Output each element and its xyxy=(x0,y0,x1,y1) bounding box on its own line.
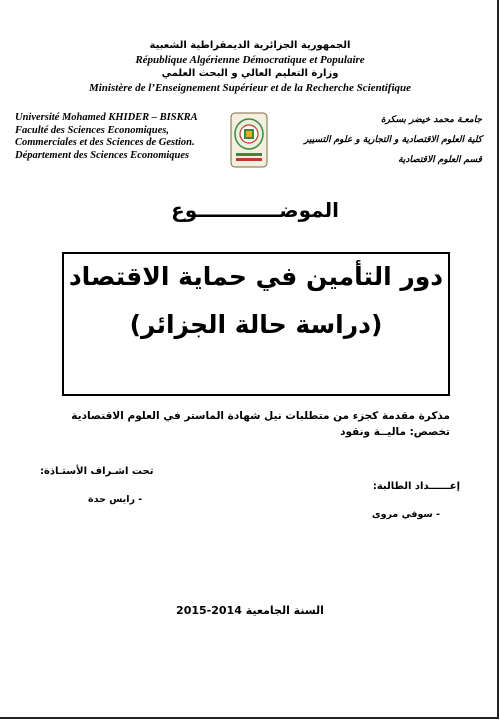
subject-heading: الموضــــــــــــوع xyxy=(171,198,339,222)
student-label: إعــــــداد الطالبة: xyxy=(372,481,460,492)
republic-french: République Algérienne Démocratique et Populaire xyxy=(135,54,365,66)
supervisor-name: - رايس حدة xyxy=(88,494,143,505)
university-name-fr: Université Mohamed KHIDER – BISKRA xyxy=(15,112,198,123)
department-name-fr: Département des Sciences Economiques xyxy=(15,149,190,161)
thesis-subtitle: (دراسة حالة الجزائر) xyxy=(129,310,383,339)
supervisor-label: تحت اشـراف الأستـاذة: xyxy=(40,466,154,477)
faculty-name-fr-cont: Commerciales et des Sciences de Gestion. xyxy=(15,137,195,148)
faculty-name-fr: Faculté des Sciences Economiques, xyxy=(15,124,169,136)
republic-arabic: الجمهورية الجزائرية الديمقراطية الشعبية xyxy=(149,40,351,51)
university-info-arabic xyxy=(272,110,482,170)
ministry-arabic: وزارة التعليم العالي و البحث العلمي xyxy=(161,68,339,79)
thesis-title-box xyxy=(62,252,450,396)
faculty-name-ar: كلية العلوم الاقتصادية و التجارية و علوم التسيير xyxy=(304,135,482,145)
university-info-french xyxy=(15,112,225,162)
student-name: - سوفي مروى xyxy=(371,509,440,520)
memo-specialty: تخصص: ماليــة ونقود xyxy=(340,426,450,438)
thesis-title: دور التأمين في حماية الاقتصاد xyxy=(68,262,444,291)
university-logo xyxy=(230,112,268,168)
department-name-ar: قسم العلوم الاقتصادية xyxy=(398,155,482,165)
university-name-ar: جامعـة محمد خيضر بسكرة xyxy=(380,115,482,125)
memo-purpose: مذكرة مقدمة كجزء من متطلبات نيل شهادة الماستر في العلوم الاقتصادية xyxy=(71,410,450,422)
ministry-french: Ministère de l’Enseignement Supérieur et de la Recherche Scientifique xyxy=(88,82,412,94)
academic-year: السنة الجامعية 2014-2015 xyxy=(176,604,324,617)
memo-description xyxy=(30,408,450,440)
